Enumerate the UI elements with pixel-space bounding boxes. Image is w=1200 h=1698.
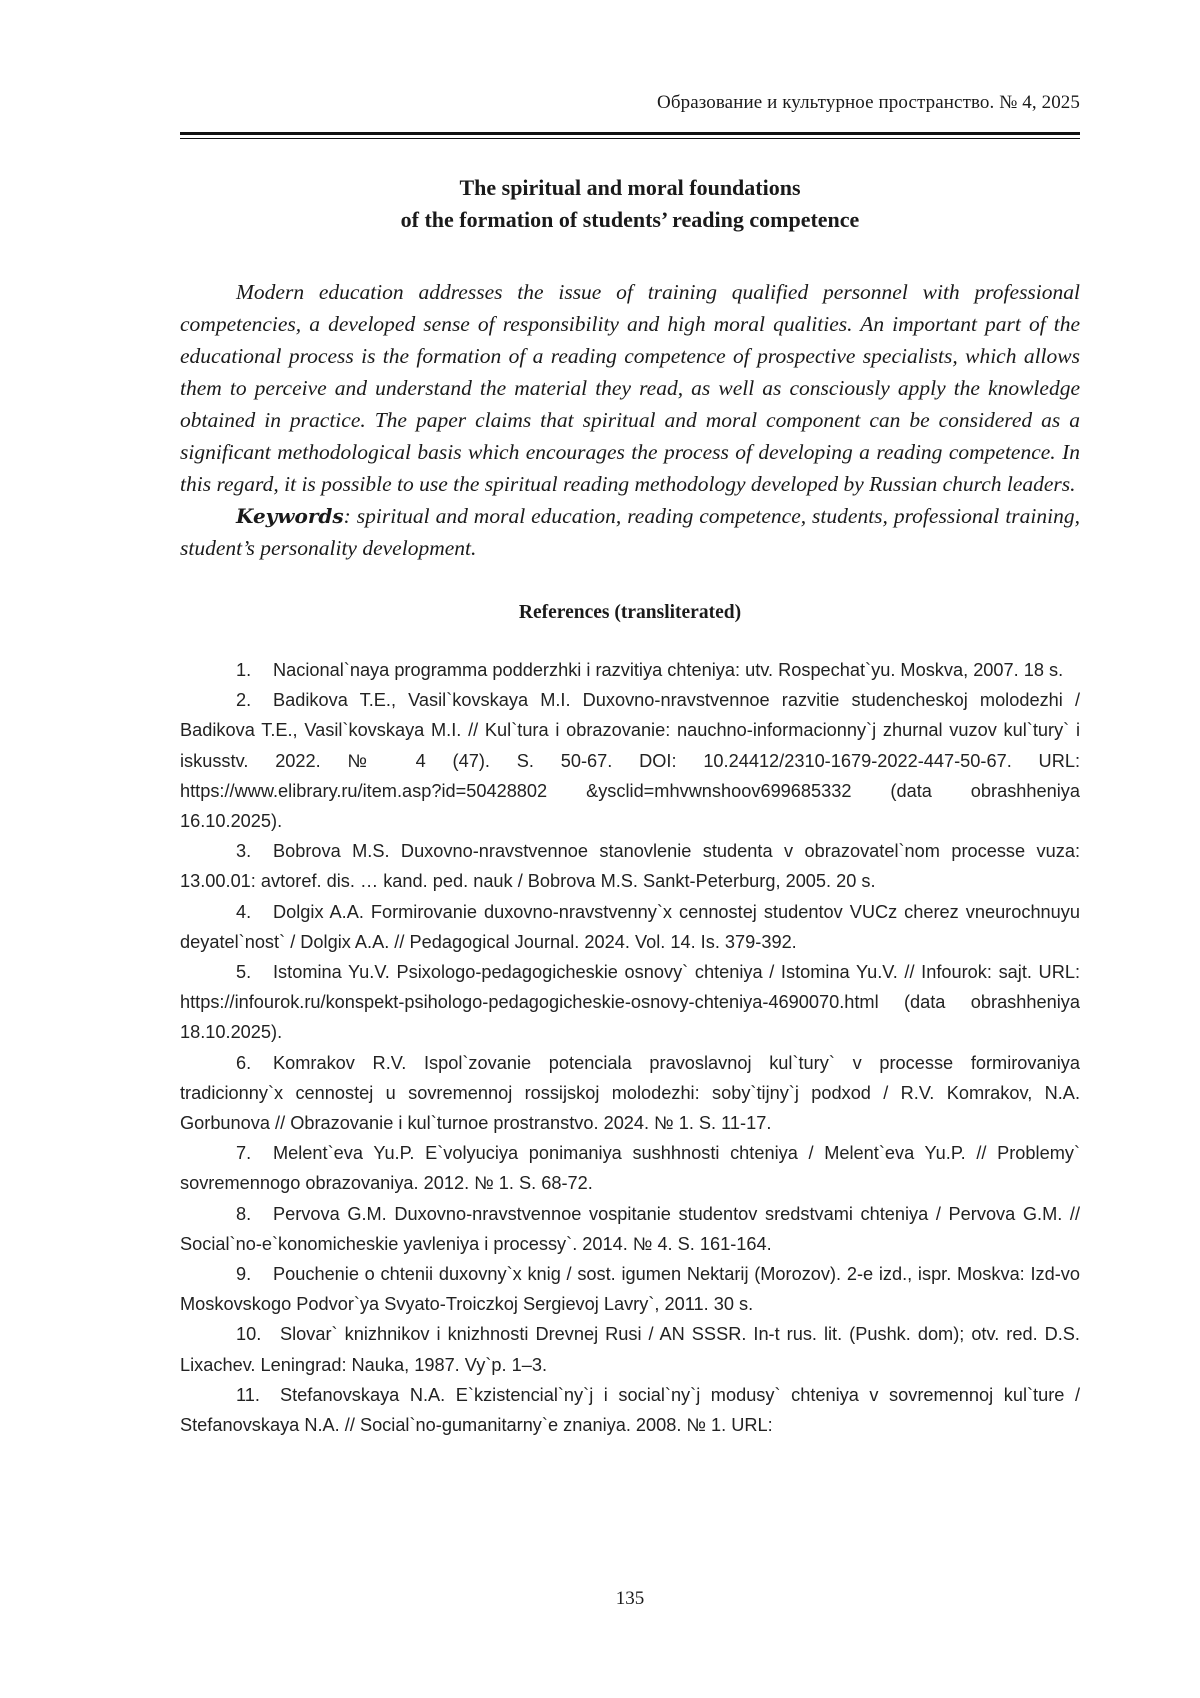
reference-number: 6. [236, 1052, 252, 1073]
keywords [180, 500, 1080, 564]
reference-item [180, 1138, 1080, 1198]
reference-number: 11. [236, 1384, 260, 1405]
reference-item [180, 1380, 1080, 1440]
reference-number: 3. [236, 841, 252, 862]
reference-number: 2. [236, 690, 252, 711]
references-list [180, 655, 1080, 1440]
header-double-rule [180, 132, 1080, 139]
reference-text: Bobrova M.S. Duxovno-nravstvennoe stanovlenie studenta v obrazovatel`nom processe vuza: 13.00.01: avtoref. dis. … kand. ped. nauk / Bobrova M.S. Sankt-Peterburg, 2005. 20 s. [180, 841, 1080, 892]
reference-item [180, 1048, 1080, 1139]
reference-text: Dolgix A.A. Formirovanie duxovno-nravstvenny`x cennostej studentov VUCz cherez vneurochnuyu deyatel`nost` / Dolgix A.A. // Pedagogical Journal. 2024. Vol. 14. Is. 379-392. [180, 901, 1080, 952]
keywords-colon: : [343, 504, 351, 528]
reference-number: 1. [236, 660, 252, 680]
reference-item [180, 836, 1080, 896]
page-number: 135 [615, 1588, 645, 1609]
article-title-line-2: of the formation of students’ reading competence [400, 207, 860, 232]
reference-text: Pouchenie o chtenii duxovny`x knig / sost. igumen Nektarij (Morozov). 2-e izd., ispr. Moskva: Izd-vo Moskovskogo Podvor`ya Svyato-Troiczkoj Sergievoj Lavry`, 2011. 30 s. [180, 1264, 1080, 1315]
reference-item [180, 957, 1080, 1048]
reference-item [180, 655, 1080, 685]
reference-number: 8. [236, 1203, 252, 1224]
article-title [180, 172, 1080, 236]
journal-page [180, 0, 1080, 1698]
references-heading: References (transliterated) [518, 602, 742, 623]
keywords-label: Keywords [236, 504, 344, 528]
reference-text: Slovar` knizhnikov i knizhnosti Drevnej Rusi / AN SSSR. In-t rus. lit. (Pushk. dom); otv. red. D.S. Lixachev. Leningrad: Nauka, 1987. Vy`p. 1–3. [180, 1324, 1080, 1375]
reference-text: Badikova T.E., Vasil`kovskaya M.I. Duxovno-nravstvennoe razvitie studencheskoj molodezhi / Badikova T.E., Vasil`kovskaya M.I. // Kul`tura i obrazovanie: nauchno-informacionny`j zhurnal vuzov kul`tury` i iskusstv. 2022. № 4 (47). S. 50-67. DOI: 10.24412/2310-1679-2022-447-50-67. URL: https://www.elibrary.ru/item.asp?id=50428802 &ysclid=mhvwnshoov699685332 (data obrashheniya 16.10.2025). [180, 690, 1080, 832]
reference-text: Stefanovskaya N.A. E`kzistencial`ny`j i social`ny`j modusy` chteniya v sovremennoj kul`ture / Stefanovskaya N.A. // Social`no-gumanitarny`e znaniya. 2008. № 1. URL: [180, 1384, 1080, 1436]
reference-text: Nacional`naya programma podderzhki i razvitiya chteniya: utv. Rospechat`yu. Moskva, 2007. 18 s. [273, 660, 1064, 680]
reference-item [180, 1259, 1080, 1319]
reference-number: 7. [236, 1143, 252, 1164]
reference-text: Istomina Yu.V. Psixologo-pedagogicheskie osnovy` chteniya / Istomina Yu.V. // Infourok: sajt. URL: https://infourok.ru/konspekt-psihologo-pedagogicheskie-osnovy-chteniya-4690070.html (data obrashheniya 18.10.2025). [180, 962, 1080, 1043]
reference-item [180, 1319, 1080, 1379]
abstract: Modern education addresses the issue of training qualified personnel with professional competencies, a developed sense of responsibility and high moral qualities. An important part of the educational process is the formation of a reading competence of prospective specialists, which allows them to perceive and understand the material they read, as well as consciously apply the knowledge obtained in practice. The paper claims that spiritual and moral component can be considered as a significant methodological basis which encourages the process of developing a reading competence. In this regard, it is possible to use the spiritual reading methodology developed by Russian church leaders. [180, 280, 1080, 496]
reference-number: 5. [236, 962, 252, 983]
reference-number: 4. [236, 901, 252, 922]
article-title-line-1: The spiritual and moral foundations [459, 175, 801, 200]
reference-item [180, 685, 1080, 836]
keywords-text: spiritual and moral education, reading competence, students, professional training, student’s personality development. [180, 504, 1080, 560]
reference-item [180, 1199, 1080, 1259]
reference-number: 9. [236, 1264, 252, 1285]
reference-text: Melent`eva Yu.P. E`volyuciya ponimaniya sushhnosti chteniya / Melent`eva Yu.P. // Problemy` sovremennogo obrazovaniya. 2012. № 1. S. 68-72. [180, 1143, 1080, 1194]
reference-text: Pervova G.M. Duxovno-nravstvennoe vospitanie studentov sredstvami chteniya / Pervova G.M. // Social`no-e`konomicheskie yavleniya i processy`. 2014. № 4. S. 161-164. [180, 1203, 1080, 1254]
running-header: Образование и культурное пространство. № 4, 2025 [657, 92, 1080, 113]
reference-item [180, 897, 1080, 957]
reference-text: Komrakov R.V. Ispol`zovanie potenciala pravoslavnoj kul`tury` v processe formirovaniya tradicionny`x cennostej u sovremennoj rossijskoj molodezhi: soby`tijny`j podxod / R.V. Komrakov, N.A. Gorbunova // Obrazovanie i kul`turnoe prostranstvo. 2024. № 1. S. 11-17. [180, 1052, 1080, 1134]
reference-number: 10. [236, 1324, 262, 1345]
